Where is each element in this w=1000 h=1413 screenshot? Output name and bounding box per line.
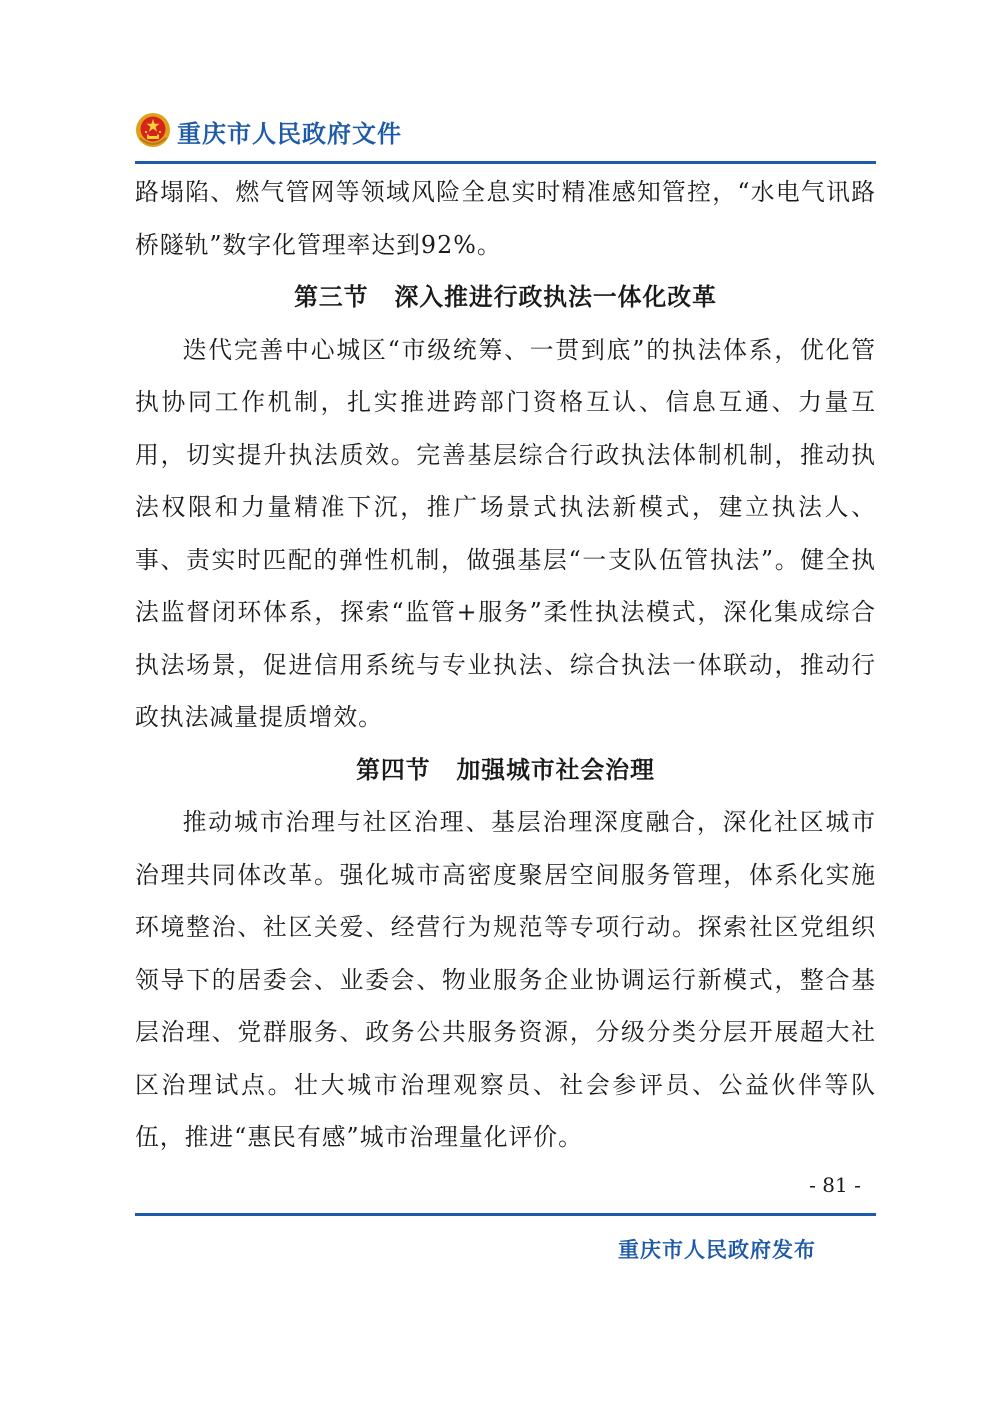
document-header: [135, 108, 876, 158]
section-heading-4: [135, 744, 876, 797]
national-emblem-icon: [135, 112, 171, 148]
header-title: 重庆市人民政府文件: [177, 120, 402, 148]
section-title: 深入推进行政执法一体化改革: [394, 283, 717, 311]
paragraph-continued: 路塌陷、燃气管网等领域风险全息实时精准感知管控，“水电气讯路桥隧轨”数字化管理率达到92%。: [135, 178, 876, 259]
page-number: - 81 -: [809, 1173, 861, 1197]
document-body: [135, 166, 876, 1164]
section-title: 加强城市社会治理: [456, 755, 655, 784]
section-label: 第三节: [294, 283, 369, 311]
section-label: 第四节: [356, 755, 431, 784]
section-3-paragraph: 迭代完善中心城区“市级统筹、一贯到底”的执法体系，优化管执协同工作机制，扎实推进跨部门资格互认、信息互通、力量互用，切实提升执法质效。完善基层综合行政执法体制机制，推动执法权限和力量精准下沉，推广场景式执法新模式，建立执法人、事、责实时匹配的弹性机制，做强基层“一支队伍管执法”。健全执法监督闭环体系，探索“监管+服务”柔性执法模式，深化集成综合执法场景，促进信用系统与专业执法、综合执法一体联动，推动行政执法减量提质增效。: [135, 335, 876, 731]
section-4-paragraph: 推动城市治理与社区治理、基层治理深度融合，深化社区城市治理共同体改革。强化城市高密度聚居空间服务管理，体系化实施环境整治、社区关爱、经营行为规范等专项行动。探索社区党组织领导下的居委会、业委会、物业服务企业协调运行新模式，整合基层治理、党群服务、政务公共服务资源，分级分类分层开展超大社区治理试点。壮大城市治理观察员、社会参评员、公益伙伴等队伍，推进“惠民有感”城市治理量化评价。: [135, 808, 876, 1151]
footer-publisher: 重庆市人民政府发布: [618, 1238, 816, 1262]
section-heading-3: [135, 271, 876, 324]
header-divider: [135, 161, 876, 164]
footer-divider: [135, 1213, 876, 1216]
